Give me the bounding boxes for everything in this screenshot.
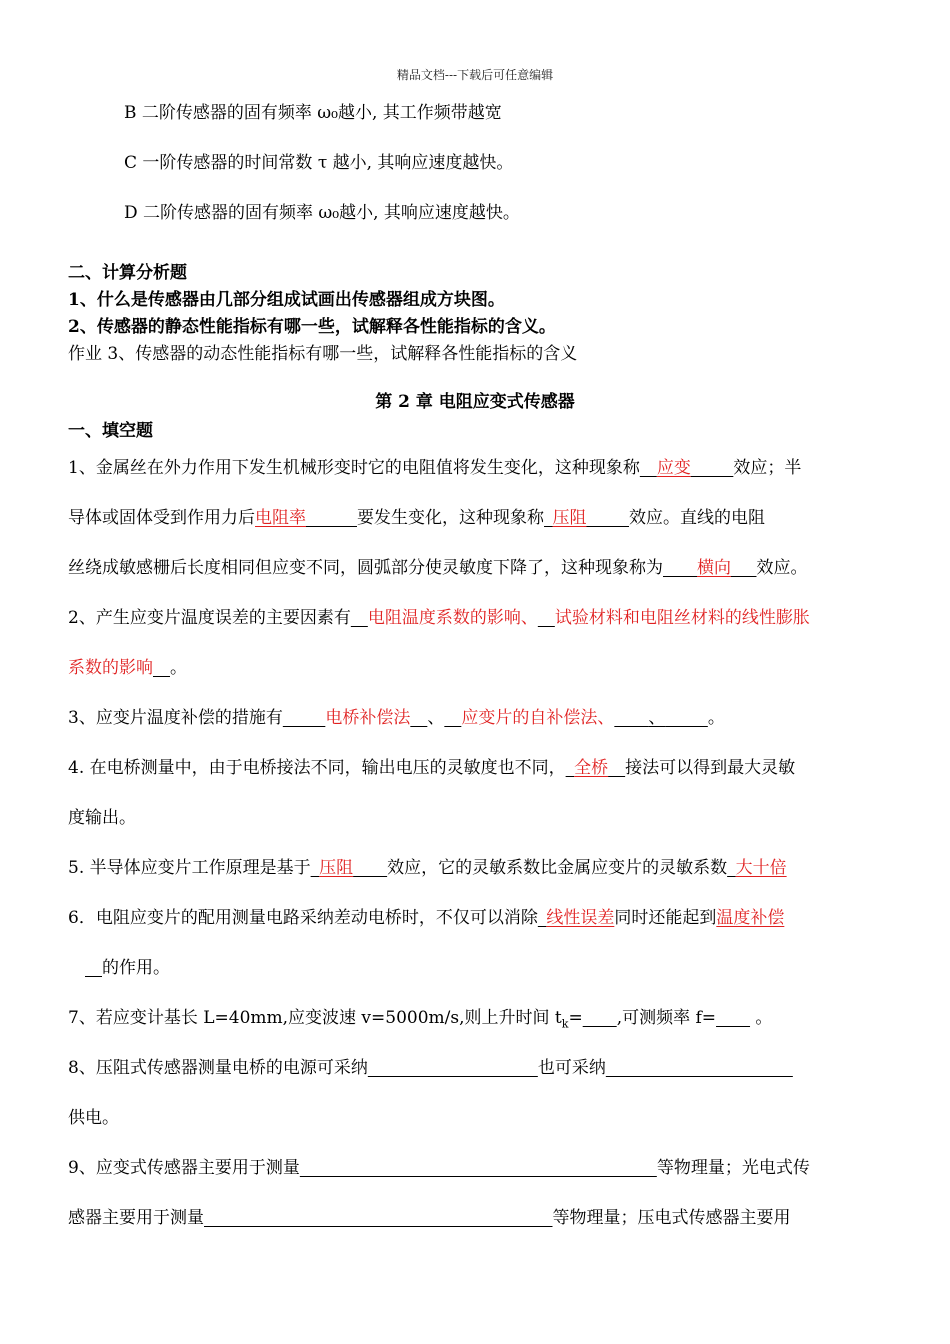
q2-text: 2、产生应变片温度误差的主要因素有 bbox=[68, 608, 351, 628]
q1-line-3 bbox=[68, 556, 908, 580]
q1-text: 1、金属丝在外力作用下发生机械形变时它的电阻值将发生变化，这种现象称 bbox=[68, 458, 640, 478]
q5-line-1 bbox=[68, 856, 908, 880]
q7-text: = bbox=[568, 1008, 583, 1028]
q7-subscript: k bbox=[561, 1017, 569, 1031]
calc-question-1: 1、什么是传感器由几部分组成试画出传感器组成方块图。 bbox=[68, 290, 505, 310]
q6-line-1 bbox=[68, 906, 908, 930]
q2-line-2 bbox=[68, 656, 908, 680]
q1-text: 丝绕成敏感栅后长度相同但应变不同，圆弧部分使灵敏度下降了，这种现象称为 bbox=[68, 558, 663, 578]
q8-text: 也可采纳 bbox=[537, 1058, 606, 1078]
q3-text: 、 bbox=[427, 708, 445, 728]
section-title-calc: 二、计算分析题 bbox=[68, 263, 187, 283]
q3-line-1 bbox=[68, 706, 908, 730]
q7-line-1 bbox=[68, 1006, 908, 1036]
q8-line-1 bbox=[68, 1056, 908, 1080]
q3-text: 、 bbox=[648, 708, 666, 728]
q1-text: 效应；半 bbox=[733, 458, 802, 478]
q1-line-2 bbox=[68, 506, 908, 530]
q1-answer-1: 应变 bbox=[656, 458, 691, 478]
q9-text: 感器主要用于测量 bbox=[68, 1208, 204, 1228]
option-d: D 二阶传感器的固有频率 ω₀越小, 其响应速度越快。 bbox=[124, 203, 520, 223]
q4-line-1 bbox=[68, 756, 908, 780]
q1-answer-2: 电阻率 bbox=[255, 508, 306, 528]
q7-text: ,可测频率 f= bbox=[616, 1008, 717, 1028]
q4-line-2: 度输出。 bbox=[68, 808, 136, 828]
q7-text: 。 bbox=[750, 1008, 773, 1028]
q8-text: 8、压阻式传感器测量电桥的电源可采纳 bbox=[68, 1058, 368, 1078]
q3-answer-2: 应变片的自补偿法、 bbox=[461, 708, 615, 728]
q3-answer-1: 电桥补偿法 bbox=[325, 708, 411, 728]
q4-text: 4. 在电桥测量中，由于电桥接法不同，输出电压的灵敏度也不同， bbox=[68, 758, 566, 778]
q6-text: 同时还能起到 bbox=[614, 908, 717, 928]
q9-text: 等物理量；压电式传感器主要用 bbox=[552, 1208, 791, 1228]
option-b: B 二阶传感器的固有频率 ω₀越小, 其工作频带越宽 bbox=[124, 103, 502, 123]
q7-text: 7、若应变计基长 L=40mm,应变波速 v=5000m/s,则上升时间 t bbox=[68, 1008, 562, 1028]
q2-line-1 bbox=[68, 606, 908, 630]
q6-text: 的作用。 bbox=[102, 958, 170, 978]
q9-line-2 bbox=[68, 1206, 908, 1230]
q1-text: 导体或固体受到作用力后 bbox=[68, 508, 255, 528]
calc-question-2: 2、传感器的静态性能指标有哪一些，试解释各性能指标的含义。 bbox=[68, 317, 556, 337]
q6-text: 6．电阻应变片的配用测量电路采纳差动电桥时，不仅可以消除 bbox=[68, 908, 538, 928]
page-header: 精品文档---下载后可任意编辑 bbox=[396, 68, 554, 82]
q5-answer-2: 大十倍 bbox=[735, 858, 787, 878]
q9-line-1 bbox=[68, 1156, 908, 1180]
q6-answer-1: 线性误差 bbox=[546, 908, 615, 928]
q5-text: 5. 半导体应变片工作原理是基于 bbox=[68, 858, 311, 878]
q4-text: 接法可以得到最大灵敏 bbox=[625, 758, 796, 778]
q9-text: 9、应变式传感器主要用于测量 bbox=[68, 1158, 300, 1178]
q1-answer-4: 横向 bbox=[697, 558, 731, 578]
q6-answer-2: 温度补偿 bbox=[716, 908, 785, 928]
q1-answer-3: 压阻 bbox=[552, 508, 587, 528]
chapter-title: 第 2 章 电阻应变式传感器 bbox=[375, 392, 575, 412]
q1-line-1 bbox=[68, 456, 908, 480]
q2-answer-1: 电阻温度系数的影响、 bbox=[367, 608, 538, 628]
option-c: C 一阶传感器的时间常数 τ 越小, 其响应速度越快。 bbox=[124, 153, 514, 173]
q3-text: 3、应变片温度补偿的措施有 bbox=[68, 708, 283, 728]
q1-text: 效应。直线的电阻 bbox=[629, 508, 765, 528]
q2-answer-3: 系数的影响 bbox=[68, 658, 153, 678]
fill-blank-title: 一、填空题 bbox=[68, 421, 153, 441]
q8-line-2: 供电。 bbox=[68, 1108, 119, 1128]
q9-text: 等物理量；光电式传 bbox=[656, 1158, 810, 1178]
q2-text: 。 bbox=[170, 658, 187, 678]
q5-text: 效应，它的灵敏系数比金属应变片的灵敏系数 bbox=[387, 858, 728, 878]
q1-text: 要发生变化，这种现象称 bbox=[357, 508, 544, 528]
q2-answer-2: 试验材料和电阻丝材料的线性膨胀 bbox=[554, 608, 810, 628]
q4-answer-1: 全桥 bbox=[574, 758, 609, 778]
q5-answer-1: 压阻 bbox=[319, 858, 354, 878]
q1-text: 效应。 bbox=[756, 558, 808, 578]
q3-text: 。 bbox=[707, 708, 725, 728]
calc-question-3: 作业 3、传感器的动态性能指标有哪一些，试解释各性能指标的含义 bbox=[68, 344, 578, 364]
q6-line-2 bbox=[68, 956, 908, 980]
